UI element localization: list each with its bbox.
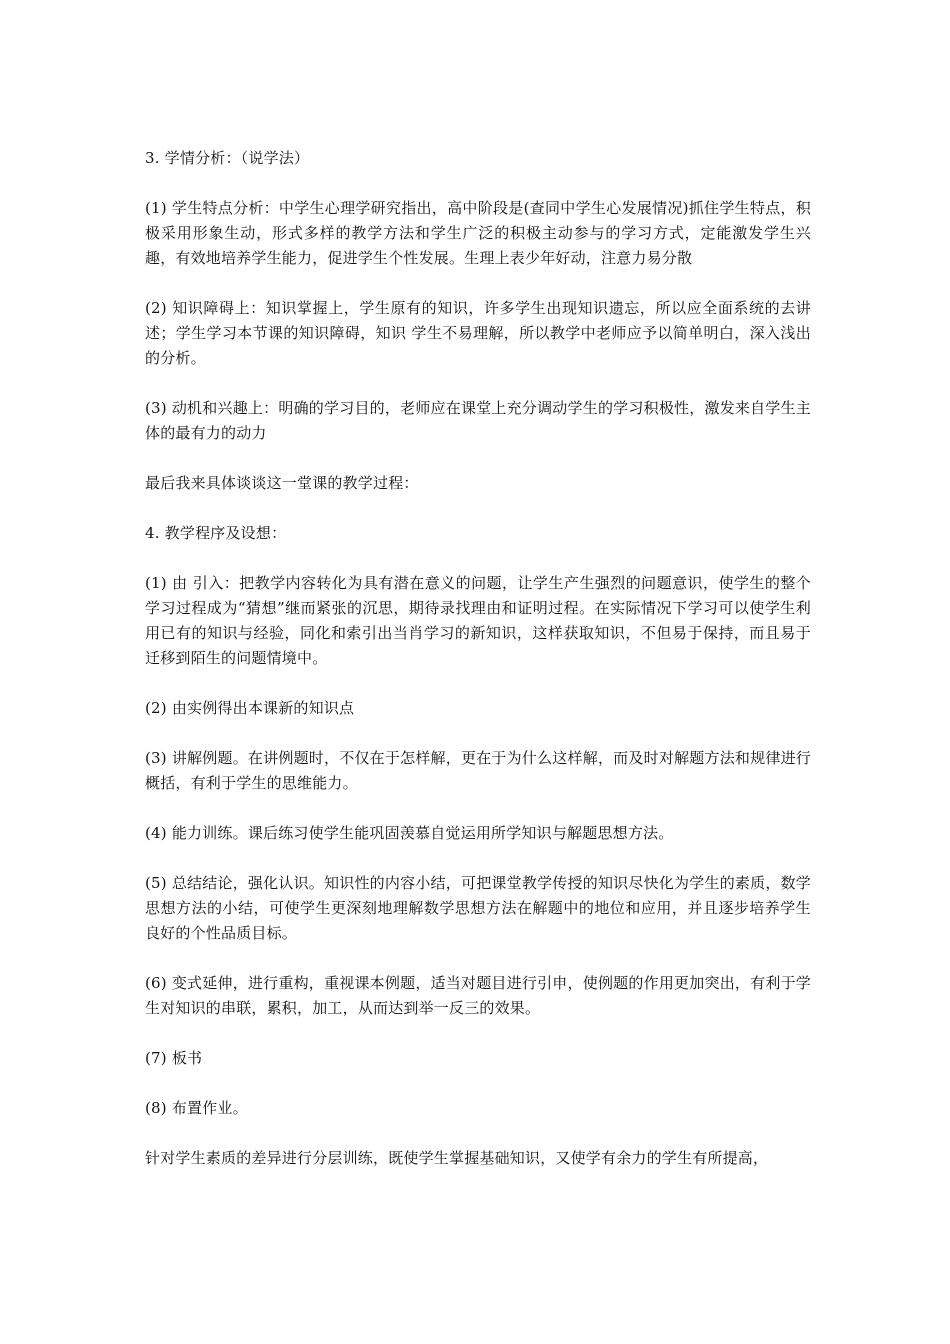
- paragraph-step-introduction: (1) 由 引入：把教学内容转化为具有潜在意义的问题，让学生产生强烈的问题意识，使学生的整个学习过程成为“猜想”继而紧张的沉思，期待录找理由和证明过程。在实际情况下学习可以使学生利用已有的知识与经验，同化和索引出当肖学习的新知识，这样获取知识，不但易于保持，而且易于迁移到陌生的问题情境中。: [145, 574, 811, 667]
- paragraph-step-homework: (8) 布置作业。: [145, 1099, 248, 1117]
- paragraph-step-summary: (5) 总结结论，强化认识。知识性的内容小结，可把课堂教学传授的知识尽快化为学生的素质，数学思想方法的小结，可使学生更深刻地理解数学思想方法在解题中的地位和应用，并且逐步培养学生良好的个性品质目标。: [145, 874, 811, 942]
- paragraph-student-traits: (1) 学生特点分析：中学生心理学研究指出，高中阶段是(查同中学生心发展情况)抓住学生特点，积极采用形象生动，形式多样的教学方法和学生广泛的积极主动参与的学习方式，定能激发学生兴趣，有效地培养学生能力，促进学生个性发展。生理上表少年好动，注意力易分散: [145, 199, 811, 267]
- paragraph-differentiated-training: 针对学生素质的差异进行分层训练，既使学生掌握基础知识，又使学有余力的学生有所提高，: [145, 1149, 769, 1167]
- document-body: [145, 146, 811, 1196]
- paragraph-knowledge-obstacles: (2) 知识障碍上：知识掌握上，学生原有的知识，许多学生出现知识遗忘，所以应全面系统的去讲述；学生学习本节课的知识障碍，知识 学生不易理解，所以教学中老师应予以简单明白，深入浅出的分析。: [145, 299, 811, 367]
- section-heading-learning-analysis: 3. 学情分析：（说学法）: [145, 149, 310, 167]
- paragraph-step-worked-problems: (3) 讲解例题。在讲例题时，不仅在于怎样解，更在于为什么这样解，而及时对解题方法和规律进行概括，有利于学生的思维能力。: [145, 749, 811, 792]
- paragraph-step-blackboard: (7) 板书: [145, 1049, 203, 1067]
- paragraph-step-extension: (6) 变式延伸，进行重构，重视课本例题，适当对题目进行引申，使例题的作用更加突出，有利于学生对知识的串联，累积，加工，从而达到举一反三的效果。: [145, 974, 811, 1017]
- paragraph-step-ability-training: (4) 能力训练。课后练习使学生能巩固羡慕自觉运用所学知识与解题思想方法。: [145, 824, 674, 842]
- paragraph-motivation-interest: (3) 动机和兴趣上：明确的学习目的，老师应在课堂上充分调动学生的学习积极性，激发来自学生主体的最有力的动力: [145, 399, 811, 442]
- section-heading-teaching-procedure: 4. 教学程序及设想：: [145, 524, 287, 542]
- paragraph-transition: 最后我来具体谈谈这一堂课的教学过程：: [145, 474, 419, 492]
- paragraph-step-examples: (2) 由实例得出本课新的知识点: [145, 699, 355, 717]
